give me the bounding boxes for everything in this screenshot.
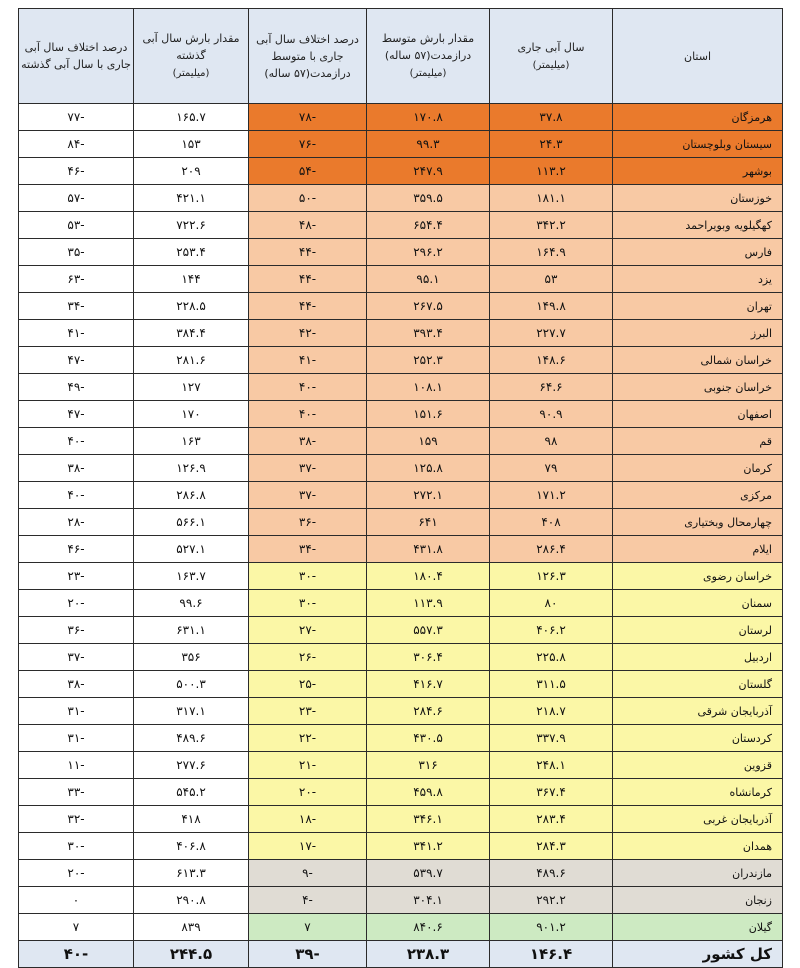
- table-row: [19, 455, 783, 482]
- current-year-cell: ۱۷۱.۲: [490, 482, 613, 509]
- pct-diff-average-cell: -۴۴: [249, 239, 367, 266]
- average-cell: ۵۵۷.۳: [367, 617, 490, 644]
- previous-year-cell: ۲۸۱.۶: [134, 347, 249, 374]
- table-row: [19, 374, 783, 401]
- pct-diff-average-cell: -۳۷: [249, 455, 367, 482]
- province-cell: گیلان: [613, 914, 783, 941]
- average-cell: ۱۱۳.۹: [367, 590, 490, 617]
- current-year-cell: ۲۲۷.۷: [490, 320, 613, 347]
- header-pct-diff-previous: درصد اختلاف سال آبی جاری با سال آبی گذشته: [19, 9, 134, 104]
- pct-diff-average-cell: -۲۵: [249, 671, 367, 698]
- average-cell: ۱۷۰.۸: [367, 104, 490, 131]
- previous-year-cell: ۱۵۳: [134, 131, 249, 158]
- province-cell: اردبیل: [613, 644, 783, 671]
- previous-year-cell: ۳۵۶: [134, 644, 249, 671]
- pct-diff-average-cell: -۳۶: [249, 509, 367, 536]
- average-cell: ۴۵۹.۸: [367, 779, 490, 806]
- current-year-cell: ۱۲۶.۳: [490, 563, 613, 590]
- current-year-cell: ۳۴۲.۲: [490, 212, 613, 239]
- pct-diff-previous-cell: -۴۷: [19, 401, 134, 428]
- current-year-cell: ۹۰۱.۲: [490, 914, 613, 941]
- average-cell: ۳۱۶: [367, 752, 490, 779]
- previous-year-cell: ۱۴۴: [134, 266, 249, 293]
- current-year-cell: ۲۴.۳: [490, 131, 613, 158]
- table-row: [19, 590, 783, 617]
- average-cell: ۳۴۶.۱: [367, 806, 490, 833]
- average-cell: ۱۰۸.۱: [367, 374, 490, 401]
- pct-diff-previous-cell: -۴۰: [19, 482, 134, 509]
- pct-diff-average-cell: -۴۲: [249, 320, 367, 347]
- pct-diff-previous-cell: -۳۸: [19, 671, 134, 698]
- previous-year-cell: ۴۸۹.۶: [134, 725, 249, 752]
- table-row: [19, 671, 783, 698]
- table-row: [19, 158, 783, 185]
- table-row: [19, 725, 783, 752]
- current-year-cell: ۱۸۱.۱: [490, 185, 613, 212]
- previous-year-cell: ۲۷۷.۶: [134, 752, 249, 779]
- pct-diff-average-cell: -۷۶: [249, 131, 367, 158]
- pct-diff-average-cell: -۴۰: [249, 401, 367, 428]
- pct-diff-previous-cell: -۷۷: [19, 104, 134, 131]
- previous-year-cell: ۸۳۹: [134, 914, 249, 941]
- table-row: [19, 104, 783, 131]
- pct-diff-average-cell: -۴: [249, 887, 367, 914]
- current-year-cell: ۴۰۸: [490, 509, 613, 536]
- pct-diff-previous-cell: -۲۸: [19, 509, 134, 536]
- header-province: استان: [613, 9, 783, 104]
- table-row: [19, 212, 783, 239]
- province-cell: بوشهر: [613, 158, 783, 185]
- average-cell: ۹۵.۱: [367, 266, 490, 293]
- previous-year-cell: ۶۳۱.۱: [134, 617, 249, 644]
- pct-diff-previous-cell: -۴۶: [19, 158, 134, 185]
- pct-diff-previous-cell: ۰: [19, 887, 134, 914]
- previous-year-cell: ۵۴۵.۲: [134, 779, 249, 806]
- pct-diff-previous-cell: -۲۳: [19, 563, 134, 590]
- pct-diff-previous-cell: -۵۷: [19, 185, 134, 212]
- province-cell: خوزستان: [613, 185, 783, 212]
- province-cell: کردستان: [613, 725, 783, 752]
- current-year-cell: ۲۸۳.۴: [490, 806, 613, 833]
- pct-diff-average-cell: -۳۸: [249, 428, 367, 455]
- table-row: [19, 131, 783, 158]
- average-cell: ۸۴۰.۶: [367, 914, 490, 941]
- average-cell: ۴۳۰.۵: [367, 725, 490, 752]
- table-row: [19, 779, 783, 806]
- average-cell: ۲۴۷.۹: [367, 158, 490, 185]
- table-row: [19, 698, 783, 725]
- current-year-cell: ۷۹: [490, 455, 613, 482]
- current-year-cell: ۲۱۸.۷: [490, 698, 613, 725]
- previous-year-cell: ۱۶۳: [134, 428, 249, 455]
- pct-diff-average-cell: -۲۲: [249, 725, 367, 752]
- current-year-cell: ۱۴۸.۶: [490, 347, 613, 374]
- previous-year-cell: ۱۶۳.۷: [134, 563, 249, 590]
- table-row: [19, 860, 783, 887]
- province-cell: فارس: [613, 239, 783, 266]
- province-cell: البرز: [613, 320, 783, 347]
- province-cell: سیستان وبلوچستان: [613, 131, 783, 158]
- pct-diff-previous-cell: -۶۳: [19, 266, 134, 293]
- pct-diff-previous-cell: -۳۱: [19, 698, 134, 725]
- province-cell: چهارمحال وبختیاری: [613, 509, 783, 536]
- table-row: [19, 536, 783, 563]
- pct-diff-average-cell: -۳۰: [249, 563, 367, 590]
- pct-diff-average-cell: -۲۱: [249, 752, 367, 779]
- pct-diff-average-cell: -۲۷: [249, 617, 367, 644]
- header-long-term-average: مقدار بارش متوسط درازمدت(۵۷ ساله) (میلیمتر): [367, 9, 490, 104]
- current-year-cell: ۲۲۵.۸: [490, 644, 613, 671]
- province-cell: سمنان: [613, 590, 783, 617]
- current-year-cell: ۳۶۷.۴: [490, 779, 613, 806]
- province-cell: لرستان: [613, 617, 783, 644]
- pct-diff-average-cell: -۴۰: [249, 374, 367, 401]
- average-cell: ۲۹۶.۲: [367, 239, 490, 266]
- average-cell: ۵۳۹.۷: [367, 860, 490, 887]
- current-year-cell: ۲۸۴.۳: [490, 833, 613, 860]
- previous-year-cell: ۲۵۳.۴: [134, 239, 249, 266]
- previous-year-cell: ۵۶۶.۱: [134, 509, 249, 536]
- pct-diff-previous-cell: -۳۱: [19, 725, 134, 752]
- total-pct-diff-previous: -۴۰: [19, 941, 134, 968]
- pct-diff-previous-cell: -۵۳: [19, 212, 134, 239]
- header-row: [19, 9, 783, 104]
- province-cell: ایلام: [613, 536, 783, 563]
- previous-year-cell: ۲۹۰.۸: [134, 887, 249, 914]
- average-cell: ۱۵۹: [367, 428, 490, 455]
- average-cell: ۳۹۳.۴: [367, 320, 490, 347]
- pct-diff-previous-cell: -۴۹: [19, 374, 134, 401]
- pct-diff-previous-cell: -۱۱: [19, 752, 134, 779]
- province-cell: تهران: [613, 293, 783, 320]
- current-year-cell: ۴۰۶.۲: [490, 617, 613, 644]
- province-cell: گلستان: [613, 671, 783, 698]
- province-cell: خراسان شمالی: [613, 347, 783, 374]
- previous-year-cell: ۲۲۸.۵: [134, 293, 249, 320]
- average-cell: ۲۸۴.۶: [367, 698, 490, 725]
- current-year-cell: ۲۸۶.۴: [490, 536, 613, 563]
- pct-diff-average-cell: -۲۶: [249, 644, 367, 671]
- pct-diff-average-cell: -۴۴: [249, 266, 367, 293]
- rainfall-table: [18, 8, 783, 968]
- table-row: [19, 185, 783, 212]
- previous-year-cell: ۶۱۳.۳: [134, 860, 249, 887]
- pct-diff-average-cell: -۷۸: [249, 104, 367, 131]
- previous-year-cell: ۴۲۱.۱: [134, 185, 249, 212]
- previous-year-cell: ۳۸۴.۴: [134, 320, 249, 347]
- table-row: [19, 293, 783, 320]
- previous-year-cell: ۱۲۶.۹: [134, 455, 249, 482]
- pct-diff-previous-cell: -۳۸: [19, 455, 134, 482]
- pct-diff-average-cell: -۵۴: [249, 158, 367, 185]
- table-row: [19, 914, 783, 941]
- pct-diff-previous-cell: -۳۰: [19, 833, 134, 860]
- pct-diff-previous-cell: -۳۲: [19, 806, 134, 833]
- province-cell: زنجان: [613, 887, 783, 914]
- table-row: [19, 239, 783, 266]
- header-current-year: سال آبی جاری (میلیمتر): [490, 9, 613, 104]
- header-previous-year: مقدار بارش سال آبی گذشته (میلیمتر): [134, 9, 249, 104]
- previous-year-cell: ۵۰۰.۳: [134, 671, 249, 698]
- previous-year-cell: ۱۶۵.۷: [134, 104, 249, 131]
- pct-diff-previous-cell: -۳۷: [19, 644, 134, 671]
- previous-year-cell: ۵۲۷.۱: [134, 536, 249, 563]
- province-cell: یزد: [613, 266, 783, 293]
- current-year-cell: ۲۴۸.۱: [490, 752, 613, 779]
- pct-diff-previous-cell: -۳۴: [19, 293, 134, 320]
- average-cell: ۶۵۴.۴: [367, 212, 490, 239]
- average-cell: ۲۷۲.۱: [367, 482, 490, 509]
- current-year-cell: ۱۴۹.۸: [490, 293, 613, 320]
- province-cell: قزوین: [613, 752, 783, 779]
- table-row: [19, 482, 783, 509]
- table-row: [19, 617, 783, 644]
- current-year-cell: ۱۶۴.۹: [490, 239, 613, 266]
- table-row: [19, 320, 783, 347]
- rainfall-table-container: [18, 8, 782, 968]
- pct-diff-previous-cell: -۳۳: [19, 779, 134, 806]
- previous-year-cell: ۹۹.۶: [134, 590, 249, 617]
- province-cell: آذربایجان شرقی: [613, 698, 783, 725]
- previous-year-cell: ۳۱۷.۱: [134, 698, 249, 725]
- province-cell: کرمانشاه: [613, 779, 783, 806]
- pct-diff-average-cell: -۳۰: [249, 590, 367, 617]
- total-row: [19, 941, 783, 968]
- pct-diff-average-cell: ۷: [249, 914, 367, 941]
- pct-diff-average-cell: -۳۷: [249, 482, 367, 509]
- average-cell: ۲۵۲.۳: [367, 347, 490, 374]
- pct-diff-previous-cell: ۷: [19, 914, 134, 941]
- table-row: [19, 752, 783, 779]
- pct-diff-average-cell: -۹: [249, 860, 367, 887]
- table-row: [19, 563, 783, 590]
- province-cell: هرمزگان: [613, 104, 783, 131]
- province-cell: قم: [613, 428, 783, 455]
- current-year-cell: ۲۹۲.۲: [490, 887, 613, 914]
- table-row: [19, 833, 783, 860]
- province-cell: مازندران: [613, 860, 783, 887]
- pct-diff-average-cell: -۴۸: [249, 212, 367, 239]
- province-cell: اصفهان: [613, 401, 783, 428]
- table-row: [19, 509, 783, 536]
- previous-year-cell: ۱۲۷: [134, 374, 249, 401]
- average-cell: ۳۴۱.۲: [367, 833, 490, 860]
- table-row: [19, 401, 783, 428]
- average-cell: ۳۵۹.۵: [367, 185, 490, 212]
- average-cell: ۶۴۱: [367, 509, 490, 536]
- pct-diff-previous-cell: -۴۶: [19, 536, 134, 563]
- pct-diff-average-cell: -۴۱: [249, 347, 367, 374]
- average-cell: ۹۹.۳: [367, 131, 490, 158]
- table-row: [19, 347, 783, 374]
- province-cell: کرمان: [613, 455, 783, 482]
- total-average: ۲۳۸.۳: [367, 941, 490, 968]
- average-cell: ۱۵۱.۶: [367, 401, 490, 428]
- average-cell: ۳۰۶.۴: [367, 644, 490, 671]
- current-year-cell: ۳۳۷.۹: [490, 725, 613, 752]
- average-cell: ۳۰۴.۱: [367, 887, 490, 914]
- average-cell: ۱۸۰.۴: [367, 563, 490, 590]
- current-year-cell: ۱۱۳.۲: [490, 158, 613, 185]
- province-cell: خراسان رضوی: [613, 563, 783, 590]
- table-row: [19, 806, 783, 833]
- pct-diff-average-cell: -۴۴: [249, 293, 367, 320]
- header-pct-diff-average: درصد اختلاف سال آبی جاری با متوسط درازمدت(۵۷ ساله): [249, 9, 367, 104]
- average-cell: ۴۱۶.۷: [367, 671, 490, 698]
- current-year-cell: ۳۷.۸: [490, 104, 613, 131]
- province-cell: آذربایجان غربی: [613, 806, 783, 833]
- pct-diff-previous-cell: -۳۵: [19, 239, 134, 266]
- pct-diff-average-cell: -۱۸: [249, 806, 367, 833]
- average-cell: ۴۳۱.۸: [367, 536, 490, 563]
- pct-diff-previous-cell: -۲۰: [19, 590, 134, 617]
- previous-year-cell: ۴۱۸: [134, 806, 249, 833]
- table-row: [19, 428, 783, 455]
- total-pct-diff-average: -۳۹: [249, 941, 367, 968]
- total-previous: ۲۴۴.۵: [134, 941, 249, 968]
- table-row: [19, 266, 783, 293]
- total-label: کل کشور: [613, 941, 783, 968]
- province-cell: کهگیلویه وبویراحمد: [613, 212, 783, 239]
- current-year-cell: ۸۰: [490, 590, 613, 617]
- pct-diff-average-cell: -۲۰: [249, 779, 367, 806]
- province-cell: خراسان جنوبی: [613, 374, 783, 401]
- current-year-cell: ۹۰.۹: [490, 401, 613, 428]
- current-year-cell: ۳۱۱.۵: [490, 671, 613, 698]
- pct-diff-average-cell: -۳۴: [249, 536, 367, 563]
- current-year-cell: ۵۳: [490, 266, 613, 293]
- current-year-cell: ۴۸۹.۶: [490, 860, 613, 887]
- pct-diff-average-cell: -۲۳: [249, 698, 367, 725]
- previous-year-cell: ۷۲۲.۶: [134, 212, 249, 239]
- previous-year-cell: ۴۰۶.۸: [134, 833, 249, 860]
- current-year-cell: ۶۴.۶: [490, 374, 613, 401]
- previous-year-cell: ۱۷۰: [134, 401, 249, 428]
- table-body: [19, 104, 783, 941]
- pct-diff-previous-cell: -۲۰: [19, 860, 134, 887]
- province-cell: مرکزی: [613, 482, 783, 509]
- table-row: [19, 644, 783, 671]
- total-current: ۱۴۶.۴: [490, 941, 613, 968]
- pct-diff-previous-cell: -۸۴: [19, 131, 134, 158]
- pct-diff-average-cell: -۵۰: [249, 185, 367, 212]
- average-cell: ۱۲۵.۸: [367, 455, 490, 482]
- pct-diff-previous-cell: -۴۷: [19, 347, 134, 374]
- province-cell: همدان: [613, 833, 783, 860]
- pct-diff-previous-cell: -۴۰: [19, 428, 134, 455]
- current-year-cell: ۹۸: [490, 428, 613, 455]
- pct-diff-average-cell: -۱۷: [249, 833, 367, 860]
- pct-diff-previous-cell: -۴۱: [19, 320, 134, 347]
- previous-year-cell: ۲۸۶.۸: [134, 482, 249, 509]
- pct-diff-previous-cell: -۳۶: [19, 617, 134, 644]
- table-row: [19, 887, 783, 914]
- previous-year-cell: ۲۰۹: [134, 158, 249, 185]
- average-cell: ۲۶۷.۵: [367, 293, 490, 320]
